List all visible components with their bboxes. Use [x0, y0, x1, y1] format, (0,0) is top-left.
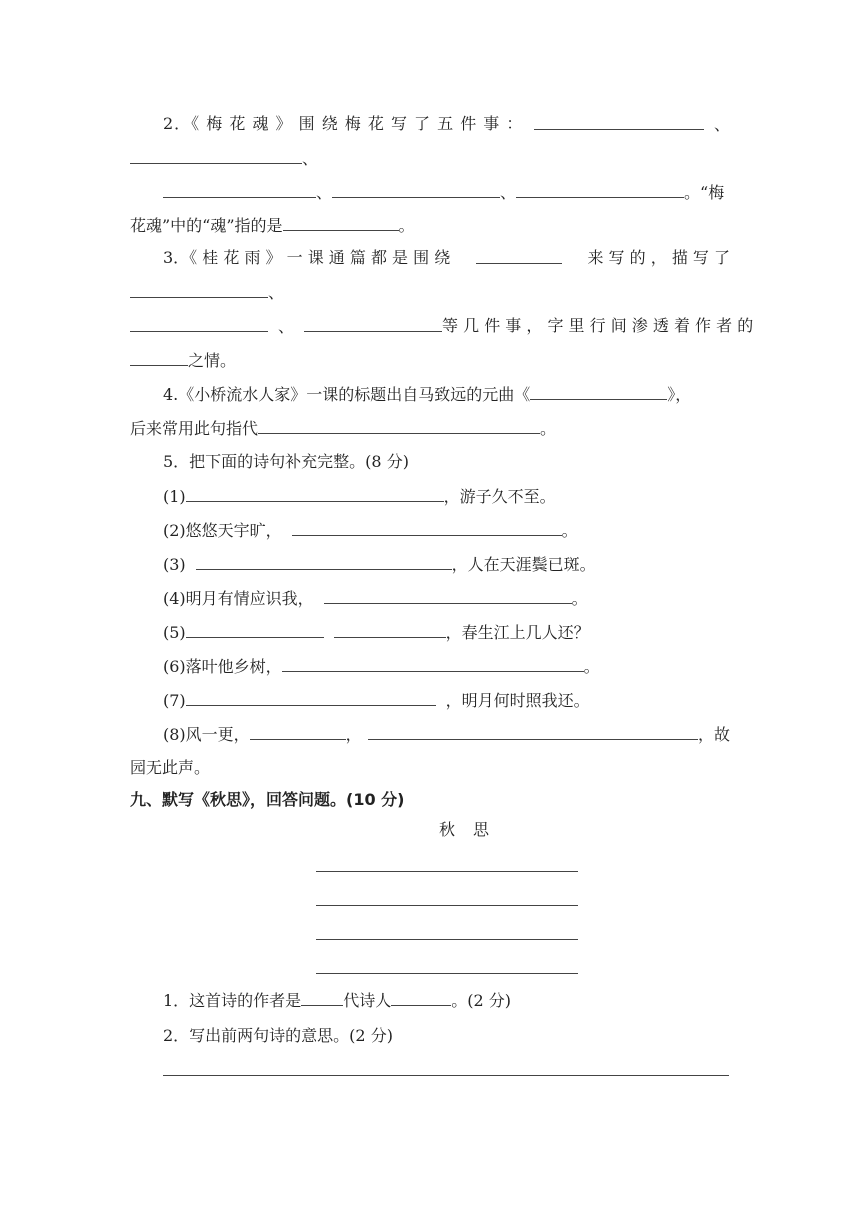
- q3-line3-text: 等 几 件 事 ， 字 里 行 间 渗 透 着 作 者 的: [442, 316, 754, 335]
- q5-line7: (7) ，明月何时照我还。: [163, 688, 730, 712]
- q3-line1: [163, 246, 730, 270]
- s9-q1: 1．这首诗的作者是 代诗人 。(2 分): [163, 988, 730, 1012]
- q5-blank-5a[interactable]: [186, 620, 324, 638]
- q3-line3: 、 等 几 件 事 ， 字 里 行 间 渗 透 着 作 者 的: [130, 314, 730, 338]
- q5-line3: (3) ，人在天涯鬓已斑。: [163, 552, 730, 576]
- q5-line2: (2)悠悠天宇旷， 。: [163, 518, 730, 542]
- q2-line1: [163, 112, 730, 136]
- q2-prefix: 2．《 梅 花 魂 》 围 绕 梅 花 写 了 五 件 事 ：: [163, 114, 524, 133]
- q2-blank-2[interactable]: [130, 146, 302, 164]
- q3-blank-3[interactable]: [304, 314, 442, 332]
- q5-blank-3[interactable]: [196, 552, 452, 570]
- q3-mid: 来 写 的 ， 描 写 了: [587, 248, 730, 267]
- q5-blank-2[interactable]: [292, 518, 562, 536]
- poem-line-1[interactable]: [316, 871, 578, 872]
- q3-line4: 之情。: [130, 348, 730, 372]
- q5-line8: (8)风一更， ， ，故: [163, 722, 730, 746]
- q3-blank-feeling[interactable]: [130, 348, 188, 366]
- q2-line3: 、 、 。“梅: [163, 180, 730, 204]
- q2-end: 。“梅: [684, 183, 725, 202]
- q4-text-c: 后来常用此句指代: [130, 419, 259, 438]
- q5-heading: 5．把下面的诗句补充完整。(8 分): [163, 452, 409, 471]
- q5-blank-4[interactable]: [324, 586, 572, 604]
- s9-blank-dynasty[interactable]: [301, 988, 343, 1006]
- q2-blank-3[interactable]: [163, 180, 316, 198]
- q2-line4: 花魂”中的“魂”指的是 。: [130, 213, 730, 237]
- q3-blank-1[interactable]: [130, 280, 268, 298]
- q5-blank-8b[interactable]: [368, 722, 698, 740]
- q2-line2: 、: [130, 146, 730, 170]
- q2-blank-4[interactable]: [332, 180, 500, 198]
- poem-line-4[interactable]: [316, 973, 578, 974]
- q4-text-a: 4.《小桥流水人家》一课的标题出自马致远的元曲《: [163, 385, 531, 404]
- q5-blank-8a[interactable]: [250, 722, 346, 740]
- s9-blank-poet[interactable]: [391, 988, 451, 1006]
- q4-line2: 后来常用此句指代 。: [130, 416, 730, 440]
- q5-blank-7[interactable]: [186, 688, 436, 706]
- q2-blank-5[interactable]: [516, 180, 684, 198]
- q5-blank-1[interactable]: [186, 484, 444, 502]
- s9-answer-line[interactable]: [163, 1075, 729, 1076]
- poem-line-2[interactable]: [316, 905, 578, 906]
- q5-line6: (6)落叶他乡树， 。: [163, 654, 730, 678]
- q2-blank-soul[interactable]: [283, 213, 399, 231]
- q4-blank-meaning[interactable]: [258, 416, 540, 434]
- q5-blank-5b[interactable]: [334, 620, 446, 638]
- q5-line4: (4)明月有情应识我， 。: [163, 586, 730, 610]
- q3-blank-topic[interactable]: [476, 246, 562, 264]
- q4-line1: 4.《小桥流水人家》一课的标题出自马致远的元曲《 》，: [163, 382, 730, 406]
- q5-blank-6[interactable]: [282, 654, 584, 672]
- poem-title: 秋思: [438, 820, 507, 839]
- q5-line5: (5) ，春生江上几人还？: [163, 620, 730, 644]
- section9-heading: 九、默写《秋思》，回答问题。(10 分): [130, 790, 405, 809]
- q4-blank-title[interactable]: [530, 382, 667, 400]
- q3-blank-2[interactable]: [130, 314, 268, 332]
- s9-q2: 2．写出前两句诗的意思。(2 分): [163, 1026, 393, 1045]
- poem-line-3[interactable]: [316, 939, 578, 940]
- q5-line1: (1) ，游子久不至。: [163, 484, 730, 508]
- q2-soul-text: 花魂”中的“魂”指的是: [130, 216, 283, 235]
- q2-blank-1[interactable]: [534, 112, 704, 130]
- q3-prefix: 3．《 桂 花 雨 》 一 课 通 篇 都 是 围 绕: [163, 248, 451, 267]
- q2-sep: 、: [713, 115, 730, 134]
- q3-line2: 、: [130, 280, 730, 304]
- q5-line8-cont: 园无此声。: [130, 758, 211, 777]
